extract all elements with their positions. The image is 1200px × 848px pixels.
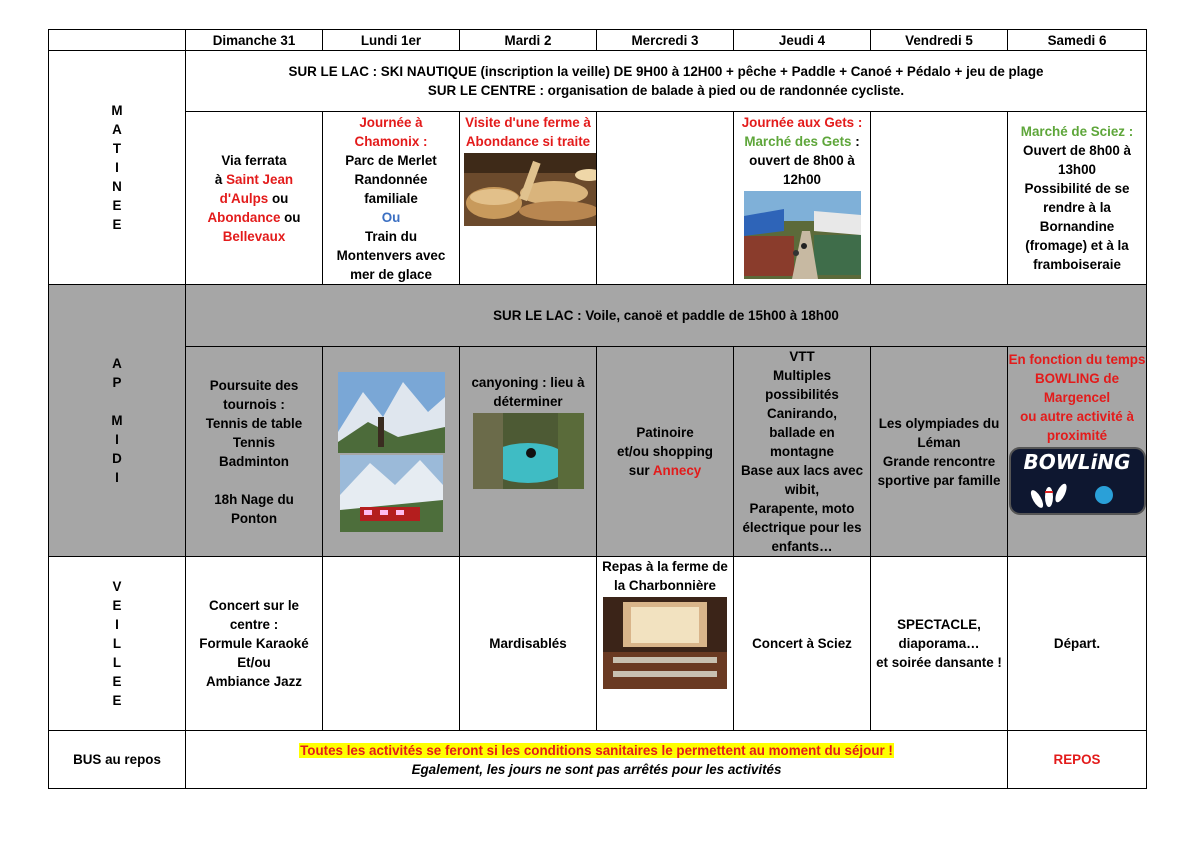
repos-label: REPOS [1008, 731, 1147, 789]
veillee-monday [323, 557, 460, 731]
ballade-text: ballade en montagne [769, 425, 835, 459]
matinee-wednesday [597, 112, 734, 285]
sanitary-warning: Toutes les activités se feront si les conditions sanitaires le permettent au moment du séjour ! [300, 742, 893, 758]
veillee-sunday [186, 557, 323, 731]
cheese-farm-photo [464, 153, 597, 226]
canyoning-text: canyoning : lieu à déterminer [471, 375, 585, 409]
gets-title: Journée aux Gets : [741, 115, 863, 130]
matinee-label: M A T I N E E [49, 51, 186, 285]
day-header-monday: Lundi 1er [323, 30, 460, 51]
weekly-schedule-table [48, 29, 1147, 789]
soiree-text: et soirée dansante ! [876, 655, 1002, 670]
apresmidi-friday [871, 347, 1008, 557]
matinee-sunday [186, 112, 323, 285]
bus-label: BUS au repos [49, 731, 186, 789]
matinee-tuesday [460, 112, 597, 285]
day-header-sunday: Dimanche 31 [186, 30, 323, 51]
badminton-text: Badminton [219, 453, 289, 469]
veillee-wednesday [597, 557, 734, 731]
rencontre-text: Grande rencontre sportive par famille [877, 453, 1001, 488]
via-ferrata-text: Via ferrata [221, 152, 287, 168]
patinoire-text: Patinoire [636, 425, 694, 440]
ferme-abondance-title: Visite d'une ferme à Abondance si traite [465, 115, 591, 149]
restaurant-photo [603, 597, 727, 689]
apresmidi-banner: SUR LE LAC : Voile, canoë et paddle de 15h00 à 18h00 [186, 285, 1147, 347]
shopping-text: et/ou shopping [617, 444, 713, 459]
jazz-text: Ambiance Jazz [205, 674, 302, 689]
bowling-logo [1009, 447, 1146, 515]
veillee-tuesday: Mardisablés [460, 557, 597, 731]
vtt-text: VTT [789, 349, 815, 364]
bowling-text: BOWLING de Margencel [1034, 371, 1120, 405]
ou-text: Ou [381, 209, 401, 225]
sciez-market-title: Marché de Sciez : [1020, 124, 1134, 139]
parapente-text: Parapente, moto électrique pour les enfants… [742, 501, 862, 554]
nage-ponton-text: 18h Nage du Ponton [214, 491, 294, 526]
apresmidi-tuesday [460, 347, 597, 557]
day-header-wednesday: Mercredi 3 [597, 30, 734, 51]
tournois-text: Poursuite des tournois : [209, 377, 299, 412]
repas-ferme-text: Repas à la ferme de la Charbonnière [602, 559, 728, 593]
sciez-hours: Ouvert de 8h00 à 13h00 [1023, 143, 1131, 177]
veillee-friday [871, 557, 1008, 731]
matinee-monday [323, 112, 460, 285]
matinee-saturday [1008, 112, 1147, 285]
veillee-label: V E I L L E E [49, 557, 186, 731]
matinee-banner-line2: SUR LE CENTRE : organisation de balade à pied ou de randonnée cycliste. [427, 83, 905, 98]
apresmidi-saturday [1008, 347, 1147, 557]
day-header-thursday: Jeudi 4 [734, 30, 871, 51]
diaporama-text: diaporama… [898, 636, 980, 651]
chamonix-title: Journée à Chamonix : [354, 114, 428, 149]
annecy-text: sur Annecy [628, 463, 702, 478]
gets-hours: ouvert de 8h00 à 12h00 [749, 153, 855, 187]
bowling-logo-text: BOWLiNG [1022, 450, 1131, 474]
gets-market: Marché des Gets : [744, 134, 860, 149]
day-header-row [49, 30, 1147, 51]
matinee-banner-line1: SUR LE LAC : SKI NAUTIQUE (inscription la veille) DE 9H00 à 12H00 + pêche + Paddle + Canoé + Pédalo + jeu de plage [288, 64, 1044, 79]
apresmidi-activities-row [49, 347, 1147, 557]
fonction-temps-text: En fonction du temps [1008, 352, 1146, 367]
train-montenvers-text: Train du Montenvers avec mer de glace [336, 228, 446, 282]
autre-activite-text: ou autre activité à proximité [1020, 409, 1134, 443]
matinee-thursday [734, 112, 871, 285]
market-photo [744, 191, 861, 279]
etou-text: Et/ou [237, 655, 271, 670]
schedule-note: Egalement, les jours ne sont pas arrêtés pour les activités [411, 761, 782, 777]
matinee-banner [186, 51, 1147, 112]
possibilites-text: Multiples possibilités [765, 368, 839, 402]
randonnee-text: Randonnée familiale [354, 171, 428, 206]
day-header-saturday: Samedi 6 [1008, 30, 1147, 51]
spectacle-text: SPECTACLE, [897, 617, 981, 632]
apresmidi-wednesday [597, 347, 734, 557]
bus-row [49, 731, 1147, 789]
matinee-banner-row [49, 51, 1147, 112]
apresmidi-label: A P M I D I [49, 285, 186, 557]
olympiades-text: Les olympiades du Léman [878, 415, 1000, 450]
tennis-text: Tennis [232, 434, 276, 450]
via-ferrata-places: à Saint Jean d'Aulps ou Abondance ou Bellevaux [207, 171, 301, 244]
apresmidi-sunday [186, 347, 323, 557]
day-header-friday: Vendredi 5 [871, 30, 1008, 51]
veillee-saturday: Départ. [1008, 557, 1147, 731]
mountain-photo [338, 372, 445, 453]
concert-centre-text: Concert sur le centre : [208, 598, 300, 632]
header-corner [49, 30, 186, 51]
day-header-tuesday: Mardi 2 [460, 30, 597, 51]
matinee-friday [871, 112, 1008, 285]
canirando-text: Canirando, [767, 406, 837, 421]
canyoning-photo [473, 413, 584, 489]
veillee-row [49, 557, 1147, 731]
bus-notice [186, 731, 1008, 789]
apresmidi-thursday [734, 347, 871, 557]
karaoke-text: Formule Karaoké [199, 636, 309, 651]
wibit-text: Base aux lacs avec wibit, [740, 463, 864, 497]
train-photo [340, 455, 443, 532]
matinee-activities-row [49, 112, 1147, 285]
parc-merlet-text: Parc de Merlet [345, 152, 437, 168]
apresmidi-monday [323, 347, 460, 557]
bornandine-text: Possibilité de se rendre à la Bornandine (fromage) et à la framboiseraie [1024, 181, 1130, 272]
apresmidi-banner-row [49, 285, 1147, 347]
tennis-table-text: Tennis de table [205, 415, 303, 431]
veillee-thursday: Concert à Sciez [734, 557, 871, 731]
